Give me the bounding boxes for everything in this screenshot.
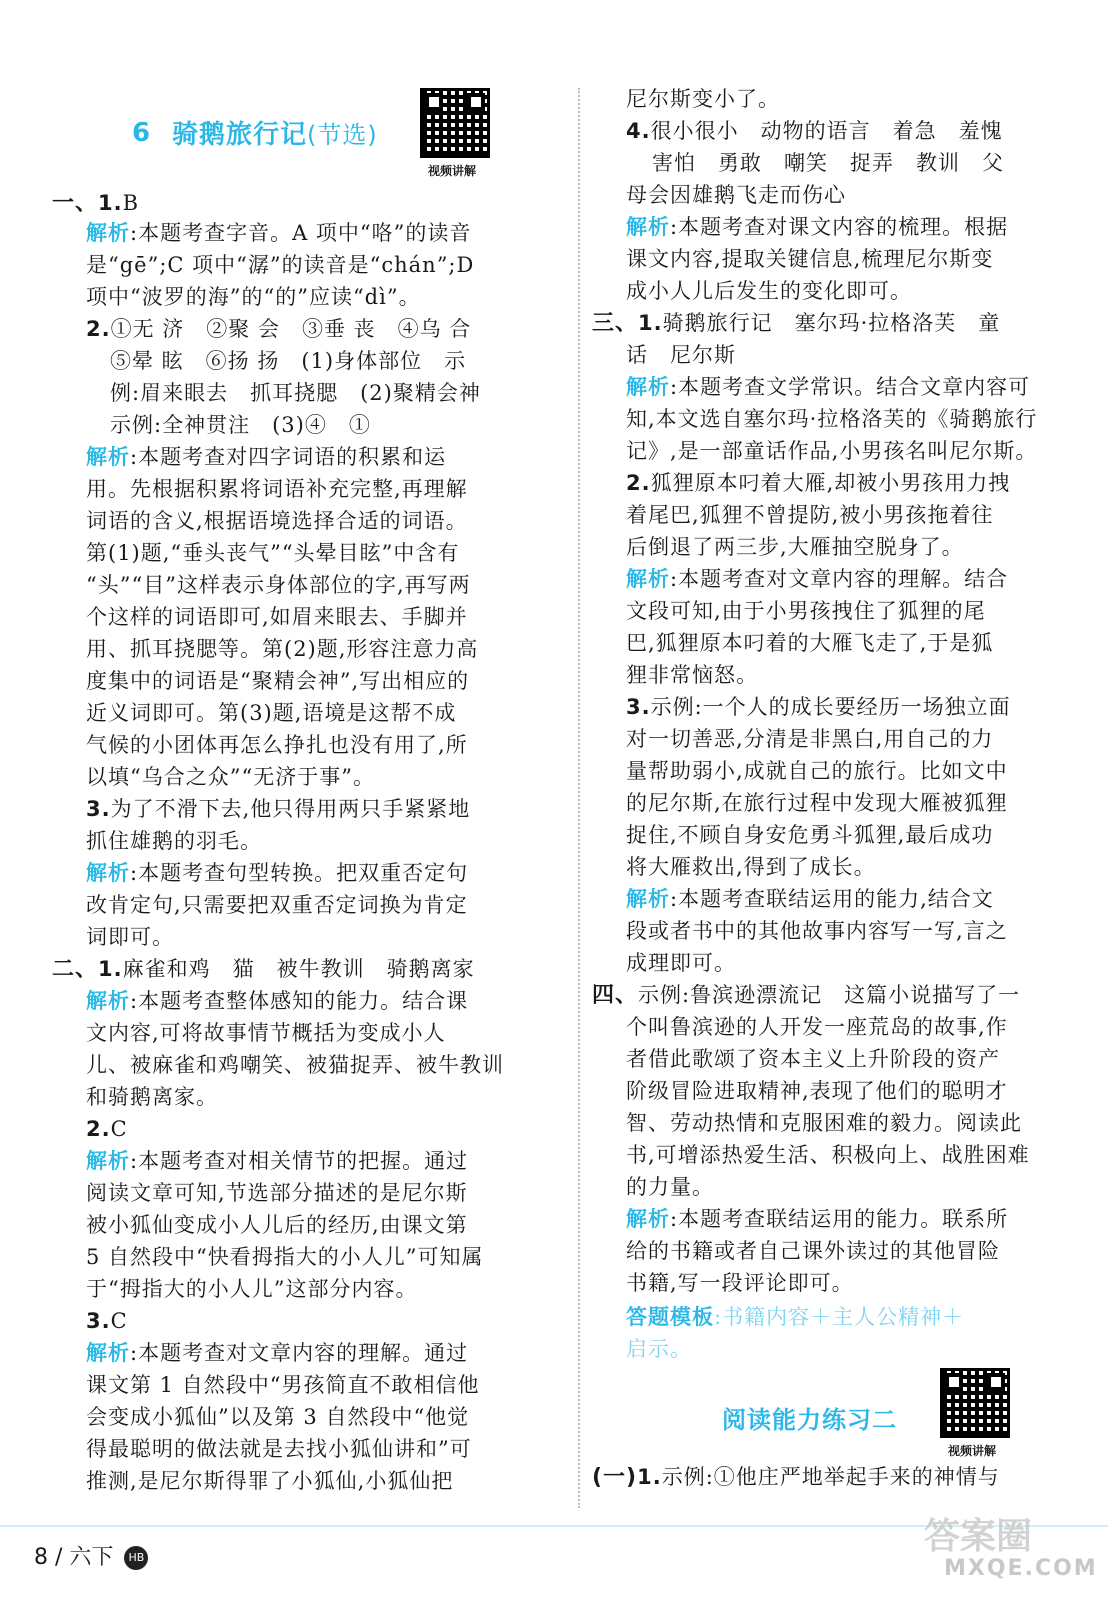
s4-answer-line: 个叫鲁滨逊的人开发一座荒岛的故事,作 [626,1015,1008,1039]
q3-answer-line: 抓住雄鹅的羽毛。 [86,829,262,853]
q2-answer-line: 示例:全神贯注 (3)④ ① [110,413,371,437]
q2-explanation-line: 第(1)题,“垂头丧气”“头晕目眩”中含有 [86,541,460,565]
q2-explanation-line: 用。先根据积累将词语补充完整,再理解 [86,477,468,501]
edition-badge: HB [124,1546,148,1570]
answer-template-line: 启示。 [626,1337,692,1361]
column-divider [578,88,580,1508]
q1-explanation-line: 项中“波罗的海”的“的”应读“dì”。 [86,285,421,309]
q4-answer-line: 害怕 勇敢 嘲笑 捉弄 教训 父 [652,151,1004,175]
s3q2-explanation-line: 巴,狐狸原本叼着的大雁飞走了,于是狐 [626,631,994,655]
qr-caption: 视频讲解 [428,164,477,178]
s3q3-answer-line: 量帮助弱小,成就自己的旅行。比如文中 [626,759,1008,783]
q2-answer-line: 例:眉来眼去 抓耳挠腮 (2)聚精会神 [110,381,481,405]
q3-answer: 3.为了不滑下去,他只得用两只手紧紧地 [86,797,471,821]
s4-explanation-line: 给的书籍或者自己课外读过的其他冒险 [626,1239,1000,1263]
grade-label: 六下 [69,1545,114,1570]
s2q2-explanation-line: 被小狐仙变成小人儿后的经历,由课文第 [86,1213,468,1237]
s2q3-explanation-line: 得最聪明的做法就是去找小狐仙讲和”可 [86,1437,472,1461]
q2-explanation: 解析:本题考查对四字词语的积累和运 [86,445,447,469]
section-three-q1: 三、1.骑鹅旅行记 塞尔玛·拉格洛芙 童 [592,311,1001,336]
s3q3-explanation: 解析:本题考查联结运用的能力,结合文 [626,887,994,911]
q2-explanation-line: 以填“乌合之众”“无济于事”。 [86,765,375,789]
s2q2-answer: 2.C [86,1117,128,1141]
qr-code-icon[interactable] [940,1368,1010,1438]
watermark-logo: 答案圈 [924,1516,1033,1557]
s3q2-explanation-line: 文段可知,由于小男孩拽住了狐狸的尾 [626,599,986,623]
q2-explanation-line: 词语的含义,根据语境选择合适的词语。 [86,509,468,533]
s2q3-answer: 3.C [86,1309,128,1333]
page-number: 8 [34,1545,48,1570]
q4-explanation-line: 课文内容,提取关键信息,梳理尼尔斯变 [626,247,994,271]
s2q3-explanation-line: 推测,是尼尔斯得罪了小狐仙,小狐仙把 [86,1469,454,1493]
s3q2-explanation-line: 狸非常恼怒。 [626,663,758,687]
q2-explanation-line: “头”“目”这样表示身体部位的字,再写两 [86,573,471,597]
page-footer [34,1540,148,1571]
s3q3-answer: 3.示例:一个人的成长要经历一场独立面 [626,695,1011,719]
s3q2-answer-line: 后倒退了两三步,大雁抽空脱身了。 [626,535,964,559]
s2q2-explanation-line: 阅读文章可知,节选部分描述的是尼尔斯 [86,1181,468,1205]
s3q3-answer-line: 捉住,不顾自身安危勇斗狐狸,最后成功 [626,823,994,847]
s3q2-answer-line: 着尾巴,狐狸不曾提防,被小男孩拖着往 [626,503,994,527]
q2-explanation-line: 近义词即可。第(3)题,语境是这帮不成 [86,701,457,725]
s3q1-answer-line: 话 尼尔斯 [626,343,736,367]
s3q1-explanation-line: 记》,是一部童话作品,小男孩名叫尼尔斯。 [626,439,1038,463]
lesson-title-suffix: (节选) [307,121,378,149]
footer-separator: / [55,1545,63,1570]
q2-explanation-line: 度集中的词语是“聚精会神”,写出相应的 [86,669,470,693]
s3q1-explanation: 解析:本题考查文学常识。结合文章内容可 [626,375,1031,399]
s3q3-answer-line: 将大雁救出,得到了成长。 [626,855,876,879]
s3q2-answer: 2.狐狸原本叼着大雁,却被小男孩用力拽 [626,471,1011,495]
s2q1-explanation: 解析:本题考查整体感知的能力。结合课 [86,989,469,1013]
q2-answer-line: ⑤晕 眩 ⑥扬 扬 (1)身体部位 示 [110,349,467,373]
q3-explanation: 解析:本题考查句型转换。把双重否定句 [86,861,469,885]
qr-code-icon[interactable] [420,88,490,158]
s4-explanation-line: 书籍,写一段评论即可。 [626,1271,854,1295]
q3-explanation-line: 改肯定句,只需要把双重否定词换为肯定 [86,893,468,917]
watermark-url: MXQE.COM [944,1556,1098,1581]
s3q1-explanation-line: 知,本文选自塞尔玛·拉格洛芙的《骑鹅旅行 [626,407,1038,431]
s2q2-explanation-line: 于“拇指大的小人儿”这部分内容。 [86,1277,418,1301]
s2q1-explanation-line: 和骑鹅离家。 [86,1085,218,1109]
q1-explanation: 解析:本题考查字音。A 项中“咯”的读音 [86,221,472,245]
s2q3-explanation-line: 课文第 1 自然段中“男孩简直不敢相信他 [86,1373,480,1397]
s4-answer-line: 书,可增添热爱生活、积极向上、战胜困难 [626,1143,1030,1167]
answer-template: 答题模板:书籍内容＋主人公精神＋ [626,1305,965,1329]
q4-answer: 4.很小很小 动物的语言 着急 羞愧 [626,119,1003,143]
s2q2-explanation-line: 5 自然段中“快看拇指大的小人儿”可知属 [86,1245,484,1269]
s2q3-explanation-line: 会变成小狐仙”以及第 3 自然段中“他觉 [86,1405,470,1429]
q4-explanation-line: 成小人儿后发生的变化即可。 [626,279,912,303]
q2-explanation-line: 个这样的词语即可,如眉来眼去、手脚并 [86,605,468,629]
q4-explanation: 解析:本题考查对课文内容的梳理。根据 [626,215,1009,239]
reading-practice-title: 阅读能力练习二 [722,1406,897,1434]
qr-caption: 视频讲解 [948,1444,997,1458]
s2q2-explanation: 解析:本题考查对相关情节的把握。通过 [86,1149,469,1173]
section-four: 四、示例:鲁滨逊漂流记 这篇小说描写了一 [592,983,1021,1008]
s3q3-answer-line: 的尼尔斯,在旅行过程中发现大雁被狐狸 [626,791,1008,815]
s4-answer-line: 阶级冒险进取精神,表现了他们的聪明才 [626,1079,1008,1103]
lesson-title: 骑鹅旅行记(节选) [172,120,378,150]
q1-explanation-line: 是“gē”;C 项中“潺”的读音是“chán”;D [86,253,475,277]
s2q1-explanation-line: 儿、被麻雀和鸡嘲笑、被猫捉弄、被牛教训 [86,1053,504,1077]
lesson-number: 6 [132,118,151,148]
section-two-q1: 二、1.麻雀和鸡 猫 被牛教训 骑鹅离家 [52,957,475,982]
q2-answer: 2.①无 济 ②聚 会 ③垂 丧 ④乌 合 [86,317,472,341]
reading-q1: (一)1.示例:①他庄严地举起手来的神情与 [592,1465,1000,1490]
s4-explanation: 解析:本题考查联结运用的能力。联系所 [626,1207,1009,1231]
s3q3-explanation-line: 段或者书中的其他故事内容写一写,言之 [626,919,1008,943]
q2-explanation-line: 用、抓耳挠腮等。第(2)题,形容注意力高 [86,637,479,661]
s3q2-explanation: 解析:本题考查对文章内容的理解。结合 [626,567,1009,591]
s4-answer-line: 者借此歌颂了资本主义上升阶段的资产 [626,1047,1000,1071]
s3q3-answer-line: 对一切善恶,分清是非黑白,用自己的力 [626,727,994,751]
s2q1-explanation-line: 文内容,可将故事情节概括为变成小人 [86,1021,446,1045]
q3-explanation-line: 词即可。 [86,925,174,949]
q2-explanation-line: 气候的小团体再怎么挣扎也没有用了,所 [86,733,468,757]
section-one-q1: 一、1.B [52,191,140,216]
s2q3-explanation: 解析:本题考查对文章内容的理解。通过 [86,1341,469,1365]
q4-answer-line: 母会因雄鹅飞走而伤心 [626,183,846,207]
s4-answer-line: 智、劳动热情和克服困难的毅力。阅读此 [626,1111,1022,1135]
s4-answer-line: 的力量。 [626,1175,714,1199]
continued-line: 尼尔斯变小了。 [626,87,780,111]
s3q3-explanation-line: 成理即可。 [626,951,736,975]
